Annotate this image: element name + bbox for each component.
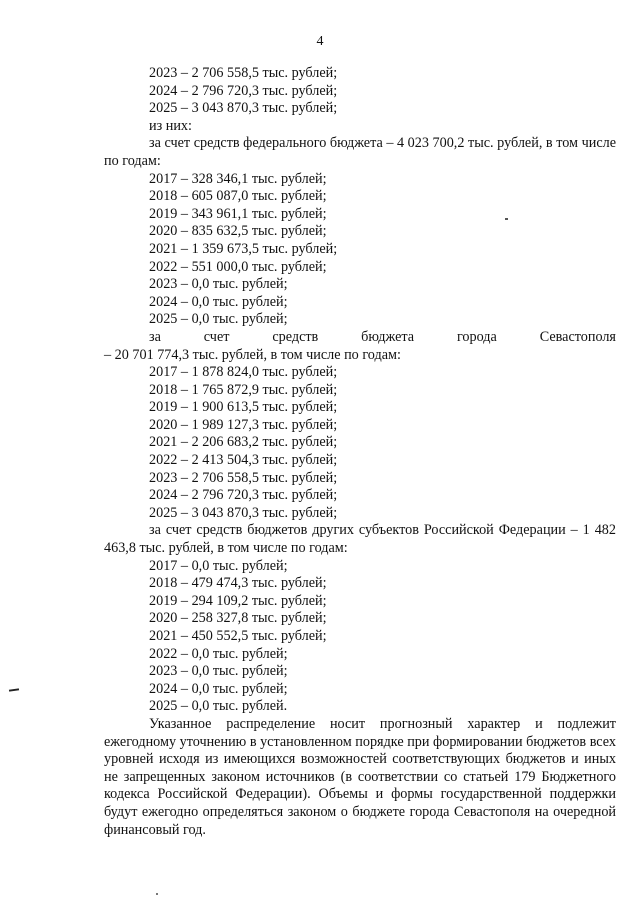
city-year-line: 2021 – 2 206 683,2 тыс. рублей; [149, 434, 338, 451]
budget-line: 2025 – 3 043 870,3 тыс. рублей; [149, 100, 338, 117]
document-body [104, 65, 616, 839]
subjects-year-line: 2017 – 0,0 тыс. рублей; [149, 557, 288, 574]
city-year-line: 2024 – 2 796 720,3 тыс. рублей; [149, 487, 338, 504]
city-year-line: 2020 – 1 989 127,3 тыс. рублей; [149, 416, 338, 433]
city-year-line: 2018 – 1 765 872,9 тыс. рублей; [149, 381, 338, 398]
budget-line: 2024 – 2 796 720,3 тыс. рублей; [149, 82, 338, 99]
city-year-line: 2019 – 1 900 613,5 тыс. рублей; [149, 399, 338, 416]
city-year-line: 2023 – 2 706 558,5 тыс. рублей; [149, 469, 338, 486]
subjects-year-line: 2019 – 294 109,2 тыс. рублей; [149, 592, 327, 609]
federal-year-line: 2022 – 551 000,0 тыс. рублей; [149, 258, 327, 275]
federal-year-line: 2025 – 0,0 тыс. рублей; [149, 311, 288, 328]
subjects-year-line: 2018 – 479 474,3 тыс. рублей; [149, 575, 327, 592]
federal-year-line: 2020 – 835 632,5 тыс. рублей; [149, 223, 327, 240]
federal-year-line: 2017 – 328 346,1 тыс. рублей; [149, 170, 327, 187]
city-word: за [149, 328, 161, 345]
federal-year-line: 2019 – 343 961,1 тыс. рублей; [149, 205, 327, 222]
city-word: города [456, 328, 497, 345]
subjects-year-line: 2023 – 0,0 тыс. рублей; [149, 663, 288, 680]
city-year-line: 2025 – 3 043 870,3 тыс. рублей; [149, 504, 338, 521]
federal-year-line: 2024 – 0,0 тыс. рублей; [149, 293, 288, 310]
city-word: счет [203, 328, 230, 345]
federal-year-line: 2023 – 0,0 тыс. рублей; [149, 276, 288, 293]
scan-artifact-mark [9, 688, 19, 691]
city-word: Севастополя [539, 328, 616, 345]
budget-line: 2023 – 2 706 558,5 тыс. рублей; [149, 65, 338, 81]
subjects-year-line: 2021 – 450 552,5 тыс. рублей; [149, 628, 327, 644]
subjects-year-line: 2025 – 0,0 тыс. рублей. [149, 698, 288, 715]
federal-budget-paragraph: за счет средств федерального бюджета – 4 023 700,2 тыс. рублей, в том числе по годам: [104, 135, 616, 169]
scan-artifact-dot [505, 218, 508, 220]
city-word: средств [272, 328, 319, 345]
closing-paragraph: Указанное распределение носит прогнозный характер и подлежит ежегодному уточнению в установленном порядке при формировании бюджетов всех уровней исходя из имеющихся возможностей соответствующих бюджетов и иных не запрещенных законом источников (в соответствии со статьей 179 Бюджетного кодекса Российской Федерации). Объемы и формы государственной поддержки будут ежегодно определяться законом о бюджете города Севастополя на очередной финансовый год. [104, 715, 616, 838]
subjects-year-line: 2020 – 258 327,8 тыс. рублей; [149, 610, 327, 627]
other-subjects-paragraph: за счет средств бюджетов других субъектов Российской Федерации – 1 482 463,8 тыс. рублей, в том числе по годам: [104, 522, 616, 557]
subjects-year-line: 2022 – 0,0 тыс. рублей; [149, 645, 288, 662]
subheading-from-them: из них: [149, 117, 192, 134]
city-year-line: 2022 – 2 413 504,3 тыс. рублей; [149, 452, 338, 469]
federal-year-line: 2018 – 605 087,0 тыс. рублей; [149, 188, 327, 205]
subjects-year-line: 2024 – 0,0 тыс. рублей; [149, 680, 288, 697]
city-budget-total: – 20 701 774,3 тыс. рублей, в том числе по годам: [104, 346, 401, 363]
scan-artifact-dot [156, 893, 158, 895]
city-word: бюджета [361, 328, 415, 345]
city-year-line: 2017 – 1 878 824,0 тыс. рублей; [149, 364, 338, 381]
city-budget-heading [104, 329, 616, 347]
federal-year-line: 2021 – 1 359 673,5 тыс. рублей; [149, 240, 338, 257]
page-number: 4 [316, 34, 324, 49]
